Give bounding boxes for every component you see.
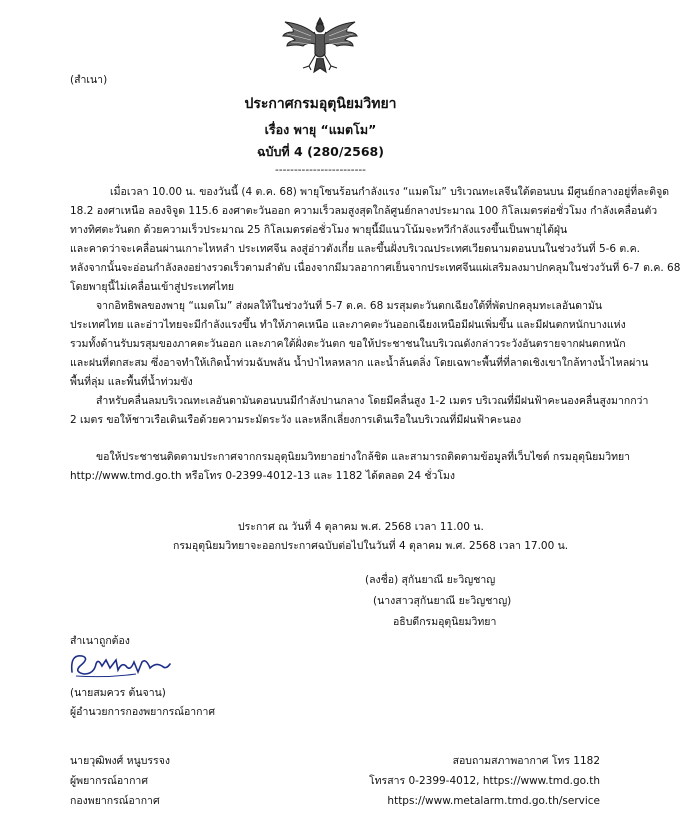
paragraph-2-line-1: จากอิทธิพลของพายุ “แมตโม” ส่งผลให้ในช่วงวันที่ 5-7 ต.ค. 68 มรสุมตะวันตกเฉียงใต้ที่พัดปกคลุมทะเลอันดามัน <box>96 300 603 312</box>
paragraph-3-line-1: สำหรับคลื่นลมบริเวณทะเลอันดามันตอนบนมีกำลังปานกลาง โดยมีคลื่นสูง 1-2 เมตร บริเวณที่มีฝนฟ้าคะนองคลื่นสูงมากกว่า <box>96 395 649 407</box>
paragraph-1-line-3: ทางทิศตะวันตก ด้วยความเร็วประมาณ 25 กิโลเมตรต่อชั่วโมง พายุนี้มีแนวโน้มจะทวีกำลังแรงขึ้นเป็นพายุไต้ฝุ่น <box>70 224 568 236</box>
paragraph-2-line-2: ประเทศไทย และอ่าวไทยจะมีกำลังแรงขึ้น ทำให้ภาคเหนือ และภาคตะวันออกเฉียงเหนือมีฝนเพิ่มขึ้น และมีฝนตกหนักบางแห่ง <box>70 319 626 331</box>
next-announcement: กรมอุตุนิยมวิทยาจะออกประกาศฉบับต่อไปในวันที่ 4 ตุลาคม พ.ศ. 2568 เวลา 17.00 น. <box>173 540 569 552</box>
issue-number: ฉบับที่ 4 (280/2568) <box>257 144 384 159</box>
announcement-date: ประกาศ ณ วันที่ 4 ตุลาคม พ.ศ. 2568 เวลา 11.00 น. <box>238 521 484 533</box>
signer-signed: (ลงชื่อ) สุกันยาณี ยะวิญชาญ <box>365 574 496 586</box>
paragraph-1-line-4: และคาดว่าจะเคลื่อนผ่านเกาะไหหลำ ประเทศจีน ลงสู่อ่าวตังเกี๋ย และขึ้นฝั่งบริเวณประเทศเวียดนามตอนบนในช่วงวันที่ 5-6 ต.ค. <box>70 243 640 255</box>
signer-position: อธิบดีกรมอุตุนิยมวิทยา <box>393 616 497 628</box>
paragraph-3-line-2: 2 เมตร ขอให้ชาวเรือเดินเรือด้วยความระมัดระวัง และหลีกเลี่ยงการเดินเรือในบริเวณที่มีฝนฟ้าคะนอง <box>70 414 522 426</box>
document-subject: เรื่อง พายุ “แมตโม” <box>264 122 377 137</box>
copy-label: (สำเนา) <box>70 74 108 86</box>
paragraph-4-line-2: http://www.tmd.go.th หรือโทร 0-2399-4012-13 และ 1182 ได้ตลอด 24 ชั่วโมง <box>70 470 456 482</box>
signer-full-name: (นางสาวสุกันยาณี ยะวิญชาญ) <box>373 595 512 607</box>
certified-label: สำเนาถูกต้อง <box>70 635 130 647</box>
footer-forecaster-name: นายวุฒิพงศ์ หนูบรรจง <box>70 755 170 767</box>
paragraph-1-line-1: เมื่อเวลา 10.00 น. ของวันนี้ (4 ต.ค. 68) พายุโซนร้อนกำลังแรง “แมตโม” บริเวณทะเลจีนใต้ตอนบน มีศูนย์กลางอยู่ที่ละติจูด <box>110 186 670 198</box>
footer-hotline: สอบถามสภาพอากาศ โทร 1182 <box>452 755 600 767</box>
paragraph-1-line-6: โดยพายุนี้ไม่เคลื่อนเข้าสู่ประเทศไทย <box>70 281 235 293</box>
footer-forecaster-role: ผู้พยากรณ์อากาศ <box>70 775 148 787</box>
handwritten-signature-icon <box>66 648 176 682</box>
footer-metalarm-link[interactable]: https://www.metalarm.tmd.go.th/service <box>387 795 600 807</box>
paragraph-2-line-5: พื้นที่ลุ่ม และพื้นที่น้ำท่วมขัง <box>70 376 193 388</box>
document-title: ประกาศกรมอุตุนิยมวิทยา <box>244 96 397 112</box>
paragraph-1-line-5: หลังจากนั้นจะอ่อนกำลังลงอย่างรวดเร็วตามลำดับ เนื่องจากมีมวลอากาศเย็นจากประเทศจีนแผ่เสริมลงมาปกคลุมในช่วงวันที่ 6-7 ต.ค. 68 <box>70 262 680 274</box>
paragraph-4-line-1: ขอให้ประชาชนติดตามประกาศจากกรมอุตุนิยมวิทยาอย่างใกล้ชิด และสามารถติดตามข้อมูลที่เว็บไซต์ กรมอุตุนิยมวิทยา <box>96 451 631 463</box>
certified-name: (นายสมควร ต้นจาน) <box>70 687 166 699</box>
garuda-emblem-icon <box>281 14 359 76</box>
separator-line: ------------------------ <box>275 164 366 176</box>
certified-position: ผู้อำนวยการกองพยากรณ์อากาศ <box>70 706 216 718</box>
paragraph-1-line-2: 18.2 องศาเหนือ ลองจิจูด 115.6 องศาตะวันออก ความเร็วลมสูงสุดใกล้ศูนย์กลางประมาณ 100 กิโลเมตรต่อชั่วโมง กำลังเคลื่อนตัว <box>70 205 658 217</box>
paragraph-2-line-4: และฝนที่ตกสะสม ซึ่งอาจทำให้เกิดน้ำท่วมฉับพลัน น้ำป่าไหลหลาก และน้ำล้นตลิ่ง โดยเฉพาะพื้นที่ที่ลาดเชิงเขาใกล้ทางน้ำไหลผ่าน <box>70 357 649 369</box>
paragraph-2-line-3: รวมทั้งด้านรับมรสุมของภาคตะวันออก และภาคใต้ฝั่งตะวันตก ขอให้ประชาชนในบริเวณดังกล่าวระวังอันตรายจากฝนตกหนัก <box>70 338 626 350</box>
footer-fax-website[interactable]: โทรสาร 0-2399-4012, https://www.tmd.go.th <box>369 775 600 787</box>
footer-forecaster-division: กองพยากรณ์อากาศ <box>70 795 160 807</box>
